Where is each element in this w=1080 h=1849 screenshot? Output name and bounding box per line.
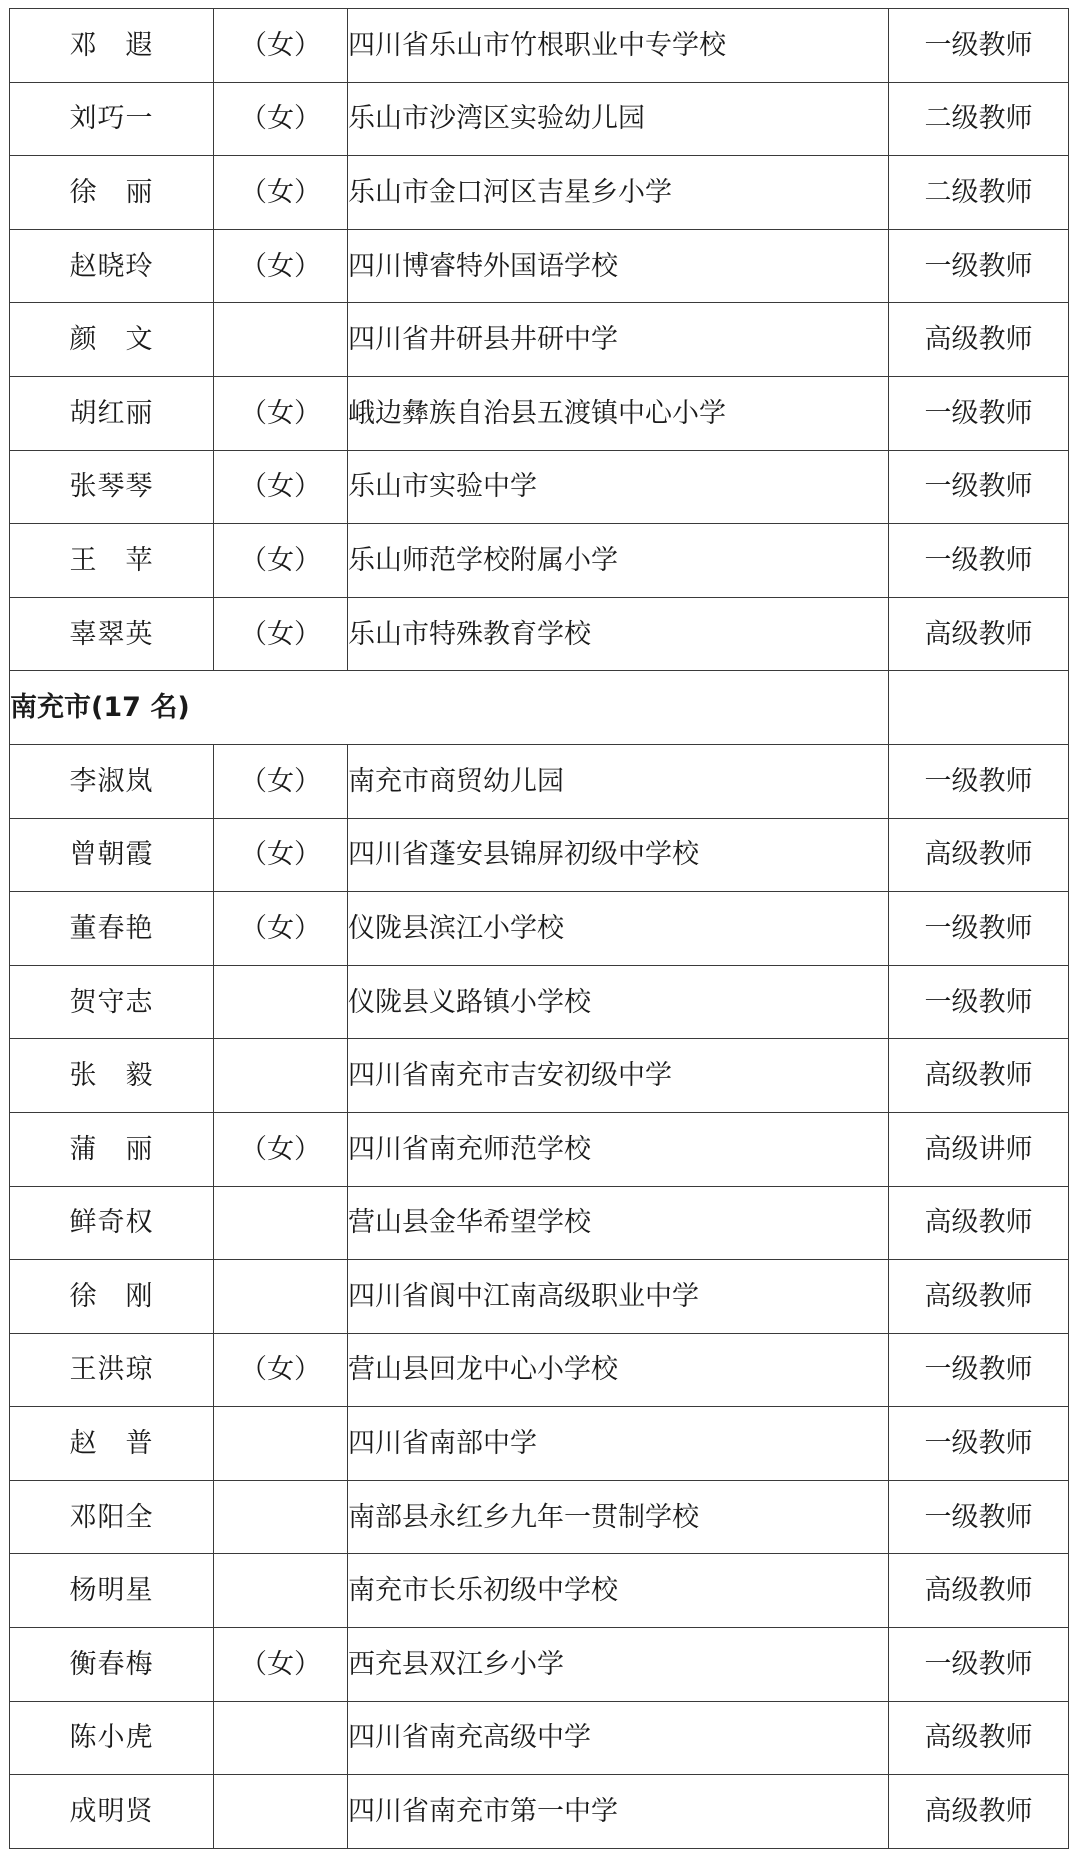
section-heading-row bbox=[10, 671, 1069, 745]
gender-note bbox=[214, 1407, 348, 1481]
table-row bbox=[10, 9, 1069, 83]
teacher-name: 邓 遐 bbox=[10, 9, 214, 83]
gender-note bbox=[214, 1480, 348, 1554]
professional-title: 一级教师 bbox=[889, 9, 1069, 83]
school-name: 仪陇县滨江小学校 bbox=[348, 892, 889, 966]
gender-note: （女） bbox=[214, 744, 348, 818]
school-name: 四川省蓬安县锦屏初级中学校 bbox=[348, 818, 889, 892]
teacher-name: 杨明星 bbox=[10, 1554, 214, 1628]
table-row bbox=[10, 597, 1069, 671]
teacher-roster-table bbox=[9, 8, 1069, 1849]
school-name: 乐山市特殊教育学校 bbox=[348, 597, 889, 671]
teacher-name: 衡春梅 bbox=[10, 1628, 214, 1702]
table-row bbox=[10, 524, 1069, 598]
teacher-name: 贺守志 bbox=[10, 965, 214, 1039]
gender-note: （女） bbox=[214, 82, 348, 156]
school-name: 四川省井研县井研中学 bbox=[348, 303, 889, 377]
table-row bbox=[10, 1407, 1069, 1481]
table-row bbox=[10, 1333, 1069, 1407]
table-row bbox=[10, 1701, 1069, 1775]
professional-title: 高级教师 bbox=[889, 597, 1069, 671]
table-row bbox=[10, 1480, 1069, 1554]
gender-note bbox=[214, 1775, 348, 1849]
gender-note: （女） bbox=[214, 229, 348, 303]
professional-title: 一级教师 bbox=[889, 1333, 1069, 1407]
professional-title: 一级教师 bbox=[889, 892, 1069, 966]
gender-note: （女） bbox=[214, 1333, 348, 1407]
professional-title: 一级教师 bbox=[889, 229, 1069, 303]
table-row bbox=[10, 1112, 1069, 1186]
teacher-name: 王 苹 bbox=[10, 524, 214, 598]
school-name: 乐山市实验中学 bbox=[348, 450, 889, 524]
table-row bbox=[10, 82, 1069, 156]
teacher-name: 徐 刚 bbox=[10, 1260, 214, 1334]
teacher-name: 蒲 丽 bbox=[10, 1112, 214, 1186]
teacher-name: 胡红丽 bbox=[10, 376, 214, 450]
teacher-name: 赵晓玲 bbox=[10, 229, 214, 303]
school-name: 四川博睿特外国语学校 bbox=[348, 229, 889, 303]
school-name: 营山县回龙中心小学校 bbox=[348, 1333, 889, 1407]
gender-note bbox=[214, 303, 348, 377]
gender-note: （女） bbox=[214, 818, 348, 892]
table-row bbox=[10, 229, 1069, 303]
table-row bbox=[10, 892, 1069, 966]
professional-title: 高级教师 bbox=[889, 1775, 1069, 1849]
gender-note: （女） bbox=[214, 156, 348, 230]
gender-note: （女） bbox=[214, 892, 348, 966]
professional-title: 一级教师 bbox=[889, 1480, 1069, 1554]
professional-title: 一级教师 bbox=[889, 524, 1069, 598]
teacher-name: 张 毅 bbox=[10, 1039, 214, 1113]
teacher-name: 赵 普 bbox=[10, 1407, 214, 1481]
professional-title: 高级教师 bbox=[889, 303, 1069, 377]
table-row bbox=[10, 1775, 1069, 1849]
teacher-name: 陈小虎 bbox=[10, 1701, 214, 1775]
gender-note bbox=[214, 1260, 348, 1334]
professional-title: 高级教师 bbox=[889, 1186, 1069, 1260]
school-name: 南充市商贸幼儿园 bbox=[348, 744, 889, 818]
school-name: 四川省南充师范学校 bbox=[348, 1112, 889, 1186]
table-row bbox=[10, 303, 1069, 377]
school-name: 营山县金华希望学校 bbox=[348, 1186, 889, 1260]
gender-note: （女） bbox=[214, 450, 348, 524]
gender-note: （女） bbox=[214, 524, 348, 598]
professional-title: 一级教师 bbox=[889, 965, 1069, 1039]
professional-title: 高级讲师 bbox=[889, 1112, 1069, 1186]
professional-title: 一级教师 bbox=[889, 376, 1069, 450]
teacher-name: 成明贤 bbox=[10, 1775, 214, 1849]
teacher-name: 颜 文 bbox=[10, 303, 214, 377]
professional-title: 一级教师 bbox=[889, 1628, 1069, 1702]
school-name: 四川省阆中江南高级职业中学 bbox=[348, 1260, 889, 1334]
school-name: 仪陇县义路镇小学校 bbox=[348, 965, 889, 1039]
gender-note: （女） bbox=[214, 1112, 348, 1186]
teacher-name: 曾朝霞 bbox=[10, 818, 214, 892]
teacher-name: 刘巧一 bbox=[10, 82, 214, 156]
teacher-name: 李淑岚 bbox=[10, 744, 214, 818]
gender-note bbox=[214, 1186, 348, 1260]
school-name: 西充县双江乡小学 bbox=[348, 1628, 889, 1702]
table-row bbox=[10, 1554, 1069, 1628]
teacher-name: 张琴琴 bbox=[10, 450, 214, 524]
professional-title: 一级教师 bbox=[889, 450, 1069, 524]
school-name: 峨边彝族自治县五渡镇中心小学 bbox=[348, 376, 889, 450]
gender-note bbox=[214, 1039, 348, 1113]
professional-title: 高级教师 bbox=[889, 1701, 1069, 1775]
section-heading: 南充市(17 名) bbox=[10, 671, 889, 745]
table-row bbox=[10, 450, 1069, 524]
gender-note: （女） bbox=[214, 9, 348, 83]
table-row bbox=[10, 1186, 1069, 1260]
gender-note: （女） bbox=[214, 1628, 348, 1702]
gender-note bbox=[214, 1554, 348, 1628]
gender-note: （女） bbox=[214, 376, 348, 450]
gender-note: （女） bbox=[214, 597, 348, 671]
professional-title: 一级教师 bbox=[889, 1407, 1069, 1481]
teacher-name: 董春艳 bbox=[10, 892, 214, 966]
professional-title: 二级教师 bbox=[889, 156, 1069, 230]
table-row bbox=[10, 156, 1069, 230]
school-name: 四川省乐山市竹根职业中专学校 bbox=[348, 9, 889, 83]
teacher-name: 邓阳全 bbox=[10, 1480, 214, 1554]
table-row bbox=[10, 1628, 1069, 1702]
professional-title: 二级教师 bbox=[889, 82, 1069, 156]
school-name: 四川省南充市吉安初级中学 bbox=[348, 1039, 889, 1113]
teacher-name: 辜翠英 bbox=[10, 597, 214, 671]
school-name: 四川省南充市第一中学 bbox=[348, 1775, 889, 1849]
table-row bbox=[10, 376, 1069, 450]
roster-document bbox=[9, 8, 1068, 1849]
professional-title: 高级教师 bbox=[889, 818, 1069, 892]
table-row bbox=[10, 965, 1069, 1039]
school-name: 南部县永红乡九年一贯制学校 bbox=[348, 1480, 889, 1554]
table-row bbox=[10, 744, 1069, 818]
professional-title: 一级教师 bbox=[889, 744, 1069, 818]
professional-title: 高级教师 bbox=[889, 1039, 1069, 1113]
teacher-name: 王洪琼 bbox=[10, 1333, 214, 1407]
teacher-name: 徐 丽 bbox=[10, 156, 214, 230]
school-name: 四川省南部中学 bbox=[348, 1407, 889, 1481]
school-name: 南充市长乐初级中学校 bbox=[348, 1554, 889, 1628]
table-row bbox=[10, 1260, 1069, 1334]
teacher-name: 鲜奇权 bbox=[10, 1186, 214, 1260]
professional-title: 高级教师 bbox=[889, 1554, 1069, 1628]
professional-title: 高级教师 bbox=[889, 1260, 1069, 1334]
table-row bbox=[10, 1039, 1069, 1113]
school-name: 乐山市金口河区吉星乡小学 bbox=[348, 156, 889, 230]
gender-note bbox=[214, 965, 348, 1039]
gender-note bbox=[214, 1701, 348, 1775]
school-name: 四川省南充高级中学 bbox=[348, 1701, 889, 1775]
section-heading-blank bbox=[889, 671, 1069, 745]
school-name: 乐山市沙湾区实验幼儿园 bbox=[348, 82, 889, 156]
school-name: 乐山师范学校附属小学 bbox=[348, 524, 889, 598]
table-row bbox=[10, 818, 1069, 892]
